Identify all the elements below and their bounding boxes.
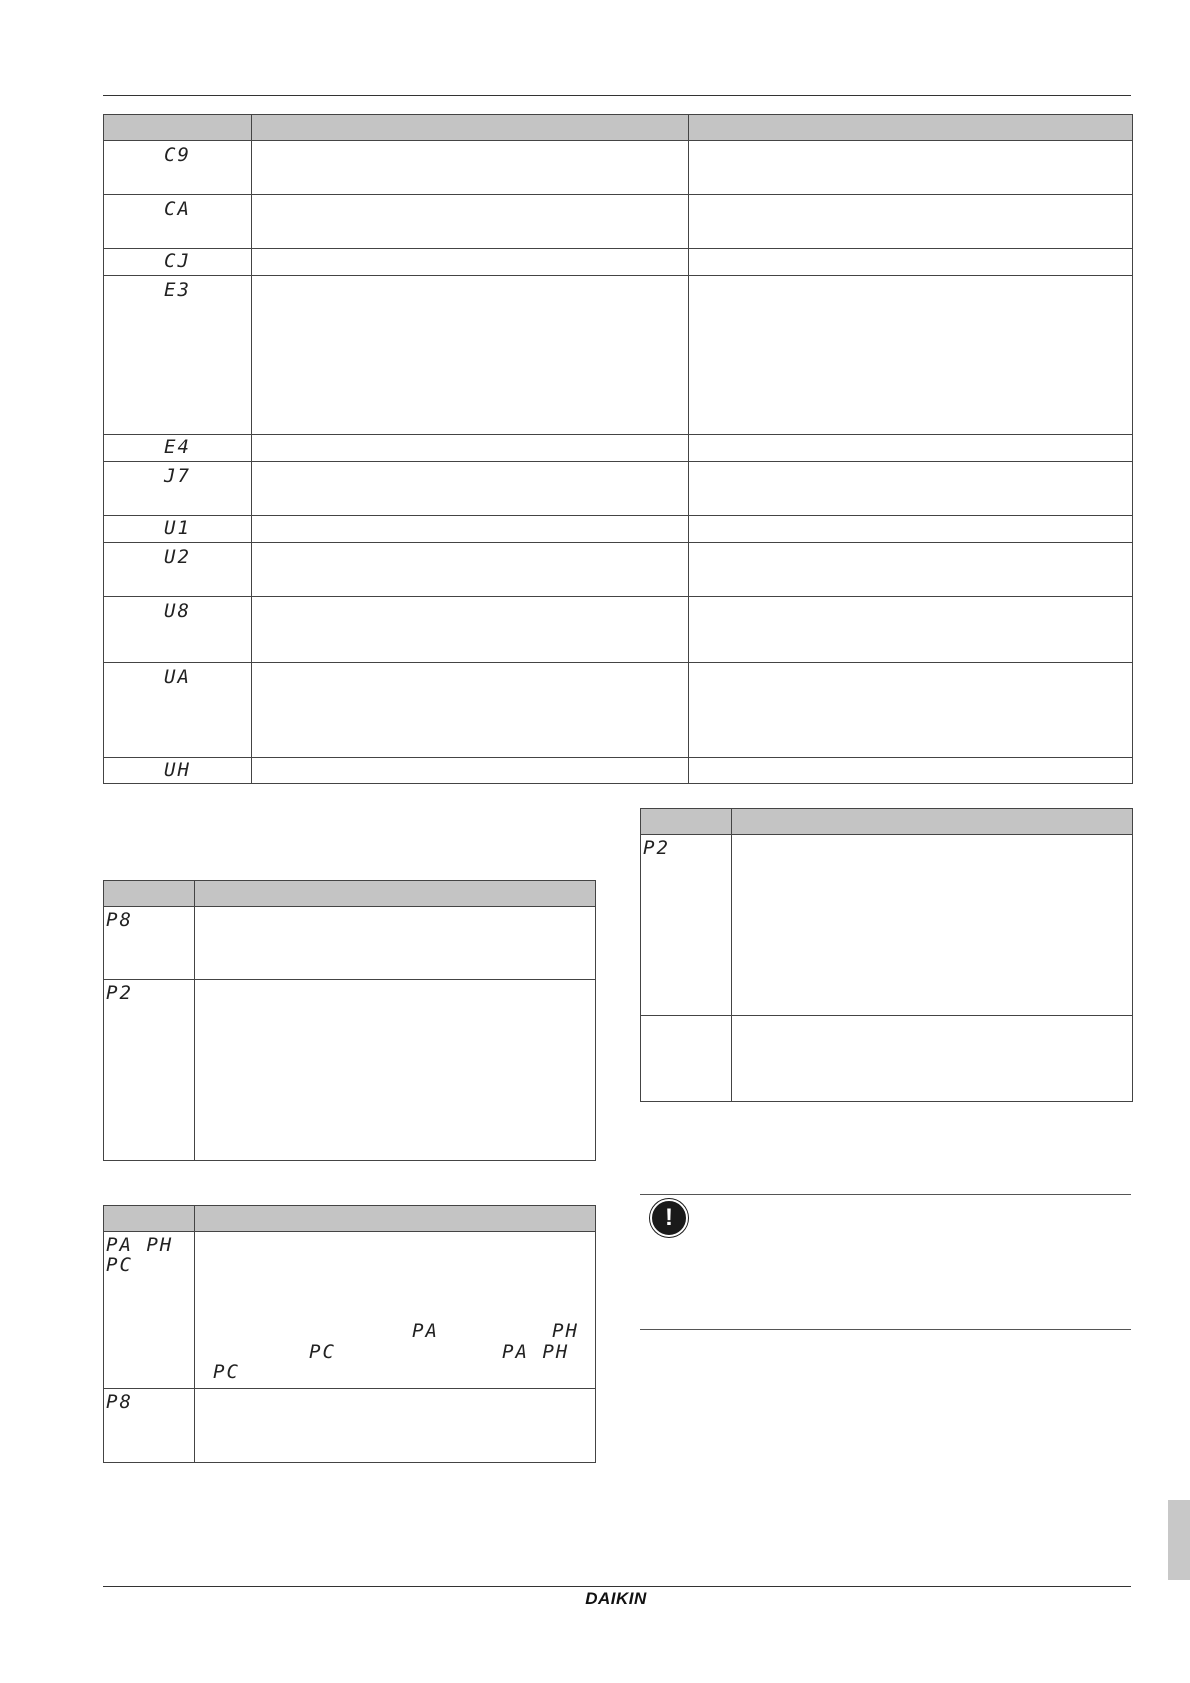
table-row	[104, 435, 1133, 462]
table-row	[641, 835, 1133, 1016]
error-code: U1	[104, 516, 252, 543]
table-row	[104, 980, 596, 1161]
error-code: P2	[641, 835, 732, 1016]
error-code: U2	[104, 543, 252, 597]
error-code: U8	[104, 597, 252, 663]
error-code: PA PH PC	[104, 1232, 195, 1389]
error-code: E4	[104, 435, 252, 462]
table-row	[104, 276, 1133, 435]
table-row	[104, 907, 596, 980]
notice-bottom-rule	[640, 1329, 1131, 1330]
error-code: P2	[104, 980, 195, 1161]
table-row	[104, 195, 1133, 249]
header-rule	[103, 95, 1131, 96]
error-code: C9	[104, 141, 252, 195]
table-row	[104, 597, 1133, 663]
table-row	[104, 141, 1133, 195]
brand-logo: DAIKIN	[585, 1589, 647, 1608]
error-code: CJ	[104, 249, 252, 276]
chapter-tab	[1168, 1500, 1190, 1580]
table-row	[104, 663, 1133, 758]
footer-rule	[103, 1586, 1131, 1587]
exclamation-icon: !	[650, 1199, 688, 1237]
error-code: E3	[104, 276, 252, 435]
table-row	[104, 1232, 596, 1389]
table-row	[641, 1016, 1133, 1102]
notice-top-rule	[640, 1194, 1131, 1195]
table-row	[104, 543, 1133, 597]
inline-code: PC	[309, 1341, 336, 1363]
inline-code: PA	[412, 1320, 439, 1342]
error-code: J7	[104, 462, 252, 516]
error-code: P8	[104, 907, 195, 980]
table-header-row	[104, 115, 1133, 141]
left-table-1	[103, 880, 596, 1161]
error-code: UH	[104, 758, 252, 784]
error-code: UA	[104, 663, 252, 758]
table-header-row	[104, 881, 596, 907]
table-header-row	[641, 809, 1133, 835]
table-row	[104, 462, 1133, 516]
error-code: P8	[104, 1389, 195, 1463]
right-table	[640, 808, 1133, 1102]
left-table-2	[103, 1205, 596, 1463]
inline-code: PA PH	[502, 1341, 570, 1363]
table-row	[104, 516, 1133, 543]
inline-code: PC	[213, 1361, 240, 1383]
table-row	[104, 249, 1133, 276]
inline-code: PH	[552, 1320, 579, 1342]
error-code: CA	[104, 195, 252, 249]
error-code	[641, 1016, 732, 1102]
table-row	[104, 758, 1133, 784]
table-row	[104, 1389, 596, 1463]
error-code-table	[103, 114, 1133, 784]
table-header-row	[104, 1206, 596, 1232]
